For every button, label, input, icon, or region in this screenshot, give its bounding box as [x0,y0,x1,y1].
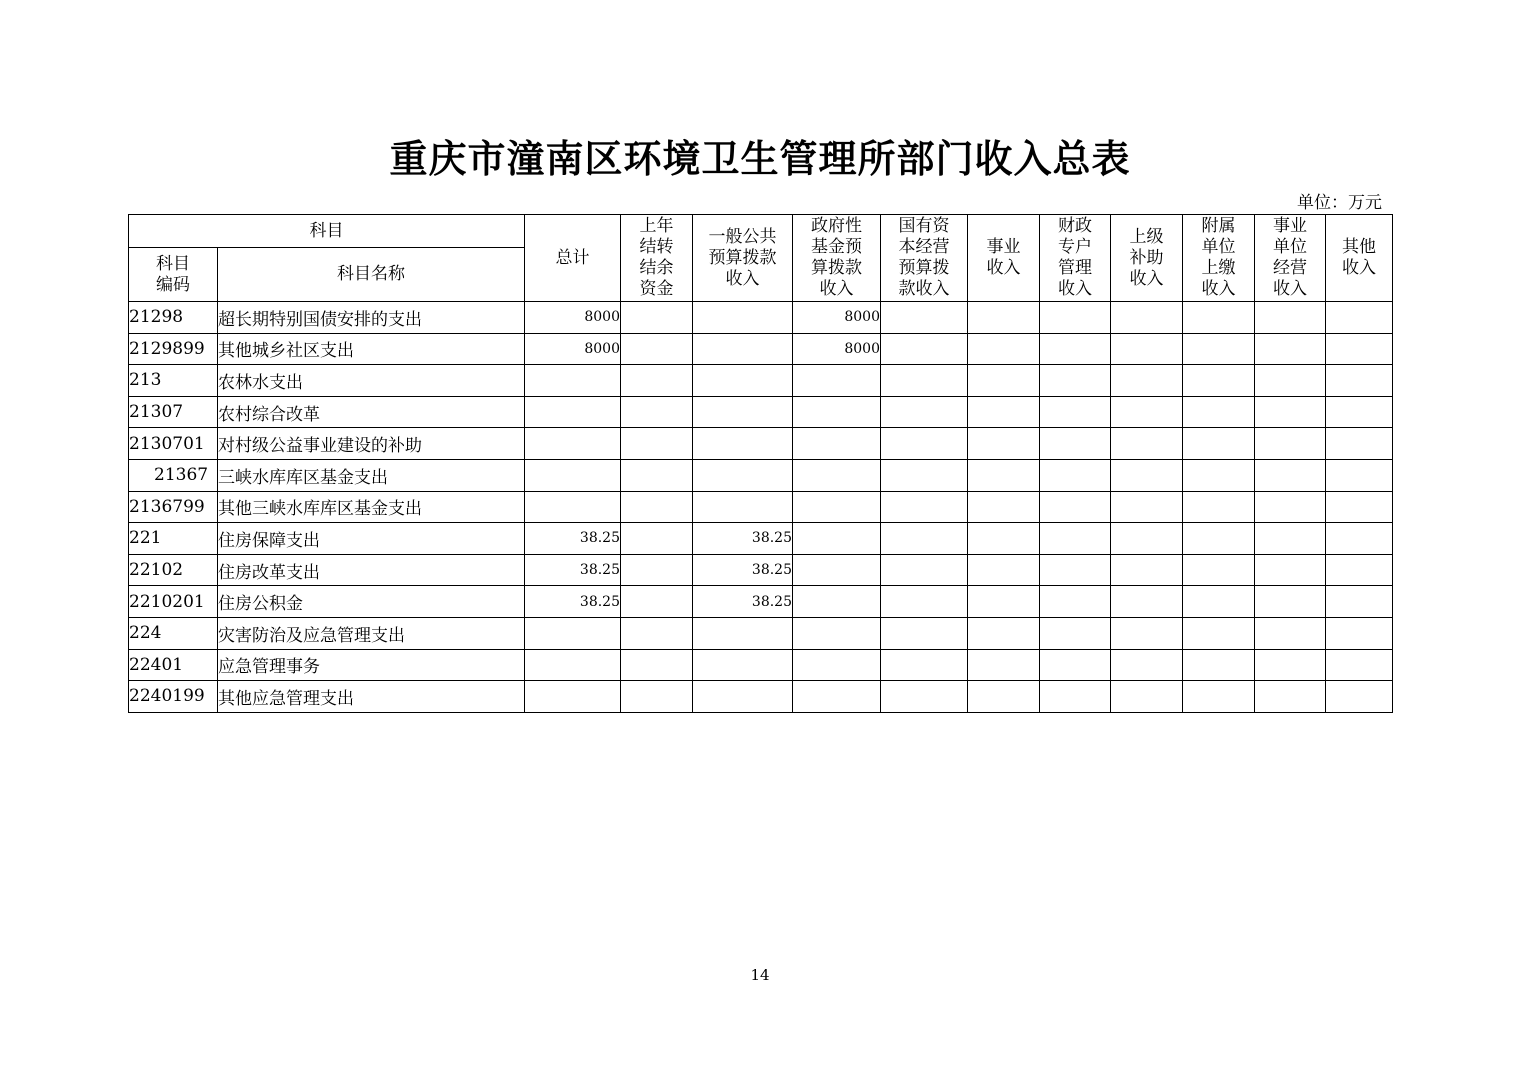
row-other [1326,586,1393,618]
row-general-budget [693,428,793,460]
row-business-income [968,649,1040,681]
row-state-capital [881,428,968,460]
table-body [129,302,1393,713]
table-row [129,554,1393,586]
row-general-budget: 38.25 [693,523,793,555]
row-affiliated [1183,554,1255,586]
page-title: 重庆市潼南区环境卫生管理所部门收入总表 [389,136,1131,181]
header-fiscal-special: 财政 专户 管理 收入 [1040,215,1111,302]
row-code: 2130701 [129,428,218,460]
row-other [1326,459,1393,491]
row-code: 2240199 [129,681,218,713]
row-code: 21298 [129,302,218,334]
row-state-capital [881,649,968,681]
table-row [129,365,1393,397]
row-superior-subsidy [1111,333,1183,365]
row-state-capital [881,554,968,586]
header-superior-subsidy: 上级 补助 收入 [1111,215,1183,302]
row-operating [1255,428,1326,460]
row-general-budget [693,681,793,713]
row-code: 221 [129,523,218,555]
row-business-income [968,365,1040,397]
row-general-budget: 38.25 [693,554,793,586]
row-state-capital [881,523,968,555]
row-carryover [621,396,693,428]
row-superior-subsidy [1111,681,1183,713]
row-business-income [968,333,1040,365]
row-total [525,649,621,681]
row-other [1326,333,1393,365]
header-state-capital: 国有资 本经营 预算拨 款收入 [881,215,968,302]
row-other [1326,554,1393,586]
row-operating [1255,586,1326,618]
row-affiliated [1183,365,1255,397]
row-carryover [621,365,693,397]
row-general-budget: 38.25 [693,586,793,618]
row-fiscal-special [1040,681,1111,713]
row-business-income [968,681,1040,713]
row-code: 224 [129,617,218,649]
row-code: 21367 [129,459,218,491]
row-superior-subsidy [1111,302,1183,334]
header-operating: 事业 单位 经营 收入 [1255,215,1326,302]
page-number: 14 [750,966,770,984]
row-superior-subsidy [1111,554,1183,586]
row-gov-fund [793,396,881,428]
row-fiscal-special [1040,617,1111,649]
row-other [1326,491,1393,523]
row-affiliated [1183,333,1255,365]
row-name: 农村综合改革 [218,396,525,428]
row-operating [1255,302,1326,334]
row-business-income [968,523,1040,555]
row-gov-fund [793,681,881,713]
row-state-capital [881,617,968,649]
row-business-income [968,491,1040,523]
row-carryover [621,523,693,555]
row-name: 超长期特别国债安排的支出 [218,302,525,334]
row-state-capital [881,333,968,365]
row-code: 2129899 [129,333,218,365]
row-operating [1255,649,1326,681]
row-gov-fund [793,491,881,523]
row-business-income [968,586,1040,618]
row-fiscal-special [1040,586,1111,618]
row-state-capital [881,365,968,397]
row-superior-subsidy [1111,523,1183,555]
row-state-capital [881,459,968,491]
row-operating [1255,333,1326,365]
row-code: 213 [129,365,218,397]
row-fiscal-special [1040,333,1111,365]
row-total [525,396,621,428]
header-other: 其他 收入 [1326,215,1393,302]
row-operating [1255,617,1326,649]
row-total: 8000 [525,302,621,334]
row-general-budget [693,617,793,649]
row-state-capital [881,302,968,334]
row-total [525,365,621,397]
header-subject: 科目 [129,215,525,248]
header-gov-fund: 政府性 基金预 算拨款 收入 [793,215,881,302]
row-fiscal-special [1040,523,1111,555]
row-superior-subsidy [1111,491,1183,523]
row-gov-fund [793,428,881,460]
row-gov-fund: 8000 [793,302,881,334]
row-gov-fund [793,554,881,586]
row-carryover [621,681,693,713]
table-row [129,396,1393,428]
table-row [129,681,1393,713]
row-affiliated [1183,523,1255,555]
row-total [525,428,621,460]
row-name: 其他应急管理支出 [218,681,525,713]
row-business-income [968,617,1040,649]
row-code: 2210201 [129,586,218,618]
row-superior-subsidy [1111,649,1183,681]
row-operating [1255,523,1326,555]
row-superior-subsidy [1111,396,1183,428]
row-affiliated [1183,649,1255,681]
row-code: 22102 [129,554,218,586]
table-row [129,428,1393,460]
row-carryover [621,586,693,618]
row-business-income [968,396,1040,428]
row-fiscal-special [1040,491,1111,523]
row-general-budget [693,396,793,428]
row-state-capital [881,586,968,618]
row-superior-subsidy [1111,617,1183,649]
row-business-income [968,554,1040,586]
header-general-budget: 一般公共 预算拨款 收入 [693,215,793,302]
row-name: 其他三峡水库库区基金支出 [218,491,525,523]
row-general-budget [693,459,793,491]
table-row [129,523,1393,555]
row-carryover [621,554,693,586]
row-total: 38.25 [525,586,621,618]
row-total [525,681,621,713]
header-business-income: 事业 收入 [968,215,1040,302]
row-affiliated [1183,428,1255,460]
row-carryover [621,649,693,681]
row-affiliated [1183,302,1255,334]
header-code: 科目 编码 [129,248,218,302]
row-fiscal-special [1040,459,1111,491]
row-total: 38.25 [525,554,621,586]
table-row [129,459,1393,491]
row-gov-fund [793,649,881,681]
row-name: 应急管理事务 [218,649,525,681]
row-state-capital [881,491,968,523]
row-fiscal-special [1040,302,1111,334]
table-row [129,649,1393,681]
row-affiliated [1183,459,1255,491]
row-carryover [621,617,693,649]
row-superior-subsidy [1111,459,1183,491]
row-affiliated [1183,396,1255,428]
row-total [525,491,621,523]
row-other [1326,649,1393,681]
row-fiscal-special [1040,396,1111,428]
table-row [129,491,1393,523]
row-operating [1255,554,1326,586]
row-carryover [621,333,693,365]
row-carryover [621,491,693,523]
row-carryover [621,459,693,491]
row-carryover [621,302,693,334]
row-name: 其他城乡社区支出 [218,333,525,365]
row-other [1326,523,1393,555]
header-name: 科目名称 [218,248,525,302]
row-superior-subsidy [1111,365,1183,397]
row-superior-subsidy [1111,586,1183,618]
row-carryover [621,428,693,460]
row-gov-fund [793,523,881,555]
row-affiliated [1183,617,1255,649]
row-affiliated [1183,491,1255,523]
row-fiscal-special [1040,365,1111,397]
row-other [1326,617,1393,649]
row-code: 22401 [129,649,218,681]
row-operating [1255,491,1326,523]
row-gov-fund [793,459,881,491]
table-row [129,586,1393,618]
row-other [1326,396,1393,428]
row-gov-fund [793,586,881,618]
row-name: 住房保障支出 [218,523,525,555]
row-business-income [968,459,1040,491]
row-general-budget [693,491,793,523]
row-business-income [968,302,1040,334]
row-affiliated [1183,681,1255,713]
table-row [129,333,1393,365]
header-carryover: 上年 结转 结余 资金 [621,215,693,302]
row-general-budget [693,333,793,365]
row-fiscal-special [1040,428,1111,460]
header-affiliated: 附属 单位 上缴 收入 [1183,215,1255,302]
row-operating [1255,396,1326,428]
row-state-capital [881,396,968,428]
row-operating [1255,365,1326,397]
row-superior-subsidy [1111,428,1183,460]
unit-label: 单位：万元 [1297,193,1382,213]
row-gov-fund [793,365,881,397]
row-name: 住房改革支出 [218,554,525,586]
row-general-budget [693,649,793,681]
row-name: 对村级公益事业建设的补助 [218,428,525,460]
row-other [1326,681,1393,713]
row-code: 2136799 [129,491,218,523]
income-table [128,214,1393,713]
row-name: 三峡水库库区基金支出 [218,459,525,491]
row-total [525,617,621,649]
table-row [129,617,1393,649]
row-other [1326,428,1393,460]
table-row [129,302,1393,334]
row-gov-fund [793,617,881,649]
row-fiscal-special [1040,649,1111,681]
row-state-capital [881,681,968,713]
row-general-budget [693,365,793,397]
row-affiliated [1183,586,1255,618]
row-code: 21307 [129,396,218,428]
row-name: 灾害防治及应急管理支出 [218,617,525,649]
row-fiscal-special [1040,554,1111,586]
row-total: 38.25 [525,523,621,555]
row-name: 农林水支出 [218,365,525,397]
row-gov-fund: 8000 [793,333,881,365]
row-name: 住房公积金 [218,586,525,618]
row-business-income [968,428,1040,460]
header-total: 总计 [525,215,621,302]
row-operating [1255,459,1326,491]
row-other [1326,365,1393,397]
row-total [525,459,621,491]
row-operating [1255,681,1326,713]
row-other [1326,302,1393,334]
row-total: 8000 [525,333,621,365]
row-general-budget [693,302,793,334]
